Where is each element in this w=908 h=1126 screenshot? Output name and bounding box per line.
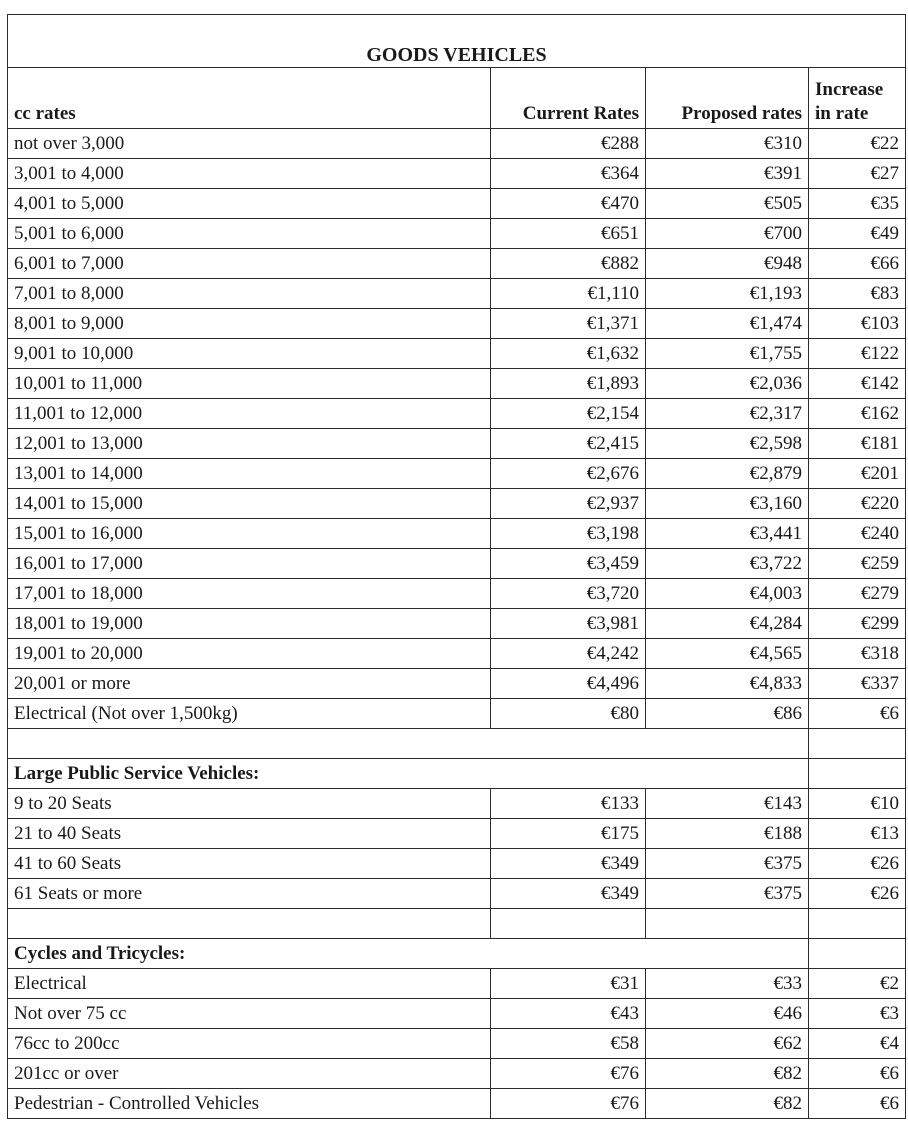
increase-cell: €27 — [809, 159, 906, 189]
increase-cell: €259 — [809, 549, 906, 579]
row-label: 3,001 to 4,000 — [8, 159, 491, 189]
row-label: 14,001 to 15,000 — [8, 489, 491, 519]
header-current-rates: Current Rates — [491, 68, 646, 129]
proposed-rate-cell: €3,160 — [646, 489, 809, 519]
proposed-rate-cell: €2,317 — [646, 399, 809, 429]
increase-cell: €299 — [809, 609, 906, 639]
increase-cell: €103 — [809, 309, 906, 339]
blank-cell — [809, 729, 906, 759]
proposed-rate-cell: €391 — [646, 159, 809, 189]
increase-cell: €35 — [809, 189, 906, 219]
header-proposed-rates: Proposed rates — [646, 68, 809, 129]
proposed-rate-cell: €375 — [646, 879, 809, 909]
row-label: 6,001 to 7,000 — [8, 249, 491, 279]
header-increase-line2: in rate — [815, 103, 869, 124]
increase-cell: €22 — [809, 129, 906, 159]
table-row — [8, 219, 906, 249]
current-rate-cell: €80 — [491, 699, 646, 729]
row-label: 4,001 to 5,000 — [8, 189, 491, 219]
blank-row — [8, 729, 906, 759]
current-rate-cell: €76 — [491, 1059, 646, 1089]
current-rate-cell: €175 — [491, 819, 646, 849]
proposed-rate-cell: €4,833 — [646, 669, 809, 699]
current-rate-cell: €3,459 — [491, 549, 646, 579]
proposed-rate-cell: €188 — [646, 819, 809, 849]
increase-cell: €66 — [809, 249, 906, 279]
table-row — [8, 669, 906, 699]
current-rate-cell: €364 — [491, 159, 646, 189]
table-row — [8, 549, 906, 579]
current-rate-cell: €3,198 — [491, 519, 646, 549]
table-title: GOODS VEHICLES — [8, 15, 906, 68]
current-rate-cell: €43 — [491, 999, 646, 1029]
current-rate-cell: €31 — [491, 969, 646, 999]
increase-cell: €2 — [809, 969, 906, 999]
table-row — [8, 369, 906, 399]
row-label: 9 to 20 Seats — [8, 789, 491, 819]
row-label: 19,001 to 20,000 — [8, 639, 491, 669]
vehicle-rates-table — [7, 14, 906, 1119]
current-rate-cell: €1,893 — [491, 369, 646, 399]
table-title-row — [8, 15, 906, 68]
proposed-rate-cell: €948 — [646, 249, 809, 279]
increase-cell: €6 — [809, 1089, 906, 1119]
table-row — [8, 189, 906, 219]
blank-cell — [8, 909, 491, 939]
blank-cell — [646, 909, 809, 939]
table-row — [8, 249, 906, 279]
row-label: 61 Seats or more — [8, 879, 491, 909]
current-rate-cell: €470 — [491, 189, 646, 219]
table-row — [8, 129, 906, 159]
current-rate-cell: €2,154 — [491, 399, 646, 429]
header-cc-rates: cc rates — [8, 68, 491, 129]
increase-cell: €13 — [809, 819, 906, 849]
header-increase-line1: Increase — [815, 79, 884, 100]
table-row — [8, 1089, 906, 1119]
current-rate-cell: €2,676 — [491, 459, 646, 489]
table-row — [8, 1059, 906, 1089]
table-row — [8, 1029, 906, 1059]
increase-cell: €220 — [809, 489, 906, 519]
current-rate-cell: €4,242 — [491, 639, 646, 669]
row-label: 11,001 to 12,000 — [8, 399, 491, 429]
current-rate-cell: €651 — [491, 219, 646, 249]
increase-cell: €279 — [809, 579, 906, 609]
row-label: 18,001 to 19,000 — [8, 609, 491, 639]
proposed-rate-cell: €310 — [646, 129, 809, 159]
current-rate-cell: €76 — [491, 1089, 646, 1119]
increase-cell: €6 — [809, 699, 906, 729]
table-row — [8, 789, 906, 819]
current-rate-cell: €1,110 — [491, 279, 646, 309]
table-row — [8, 639, 906, 669]
row-label: 9,001 to 10,000 — [8, 339, 491, 369]
current-rate-cell: €2,937 — [491, 489, 646, 519]
blank-cell — [809, 759, 906, 789]
proposed-rate-cell: €46 — [646, 999, 809, 1029]
current-rate-cell: €1,371 — [491, 309, 646, 339]
blank-cell — [809, 939, 906, 969]
rates-table-sheet — [7, 14, 905, 1114]
row-label: 5,001 to 6,000 — [8, 219, 491, 249]
table-row — [8, 309, 906, 339]
proposed-rate-cell: €1,193 — [646, 279, 809, 309]
row-label: Electrical (Not over 1,500kg) — [8, 699, 491, 729]
table-row — [8, 279, 906, 309]
row-label: 76cc to 200cc — [8, 1029, 491, 1059]
proposed-rate-cell: €143 — [646, 789, 809, 819]
blank-cell — [8, 729, 809, 759]
proposed-rate-cell: €3,441 — [646, 519, 809, 549]
current-rate-cell: €1,632 — [491, 339, 646, 369]
increase-cell: €122 — [809, 339, 906, 369]
table-row — [8, 399, 906, 429]
current-rate-cell: €58 — [491, 1029, 646, 1059]
proposed-rate-cell: €4,565 — [646, 639, 809, 669]
increase-cell: €10 — [809, 789, 906, 819]
proposed-rate-cell: €82 — [646, 1089, 809, 1119]
proposed-rate-cell: €62 — [646, 1029, 809, 1059]
row-label: not over 3,000 — [8, 129, 491, 159]
proposed-rate-cell: €1,474 — [646, 309, 809, 339]
proposed-rate-cell: €1,755 — [646, 339, 809, 369]
section-heading-cycles-row — [8, 939, 906, 969]
current-rate-cell: €3,720 — [491, 579, 646, 609]
proposed-rate-cell: €2,879 — [646, 459, 809, 489]
table-row — [8, 519, 906, 549]
increase-cell: €26 — [809, 849, 906, 879]
increase-cell: €318 — [809, 639, 906, 669]
row-label: Not over 75 cc — [8, 999, 491, 1029]
row-label: 10,001 to 11,000 — [8, 369, 491, 399]
proposed-rate-cell: €2,598 — [646, 429, 809, 459]
header-increase-in-rate — [809, 68, 906, 129]
table-row — [8, 489, 906, 519]
current-rate-cell: €3,981 — [491, 609, 646, 639]
table-row — [8, 999, 906, 1029]
row-label: 17,001 to 18,000 — [8, 579, 491, 609]
row-label: 41 to 60 Seats — [8, 849, 491, 879]
proposed-rate-cell: €33 — [646, 969, 809, 999]
proposed-rate-cell: €505 — [646, 189, 809, 219]
increase-cell: €201 — [809, 459, 906, 489]
row-label: 7,001 to 8,000 — [8, 279, 491, 309]
current-rate-cell: €349 — [491, 879, 646, 909]
blank-row — [8, 909, 906, 939]
proposed-rate-cell: €4,003 — [646, 579, 809, 609]
increase-cell: €6 — [809, 1059, 906, 1089]
section-heading-cycles: Cycles and Tricycles: — [8, 939, 809, 969]
current-rate-cell: €882 — [491, 249, 646, 279]
blank-cell — [809, 909, 906, 939]
increase-cell: €3 — [809, 999, 906, 1029]
current-rate-cell: €133 — [491, 789, 646, 819]
row-label: 21 to 40 Seats — [8, 819, 491, 849]
increase-cell: €49 — [809, 219, 906, 249]
increase-cell: €181 — [809, 429, 906, 459]
increase-cell: €4 — [809, 1029, 906, 1059]
proposed-rate-cell: €2,036 — [646, 369, 809, 399]
proposed-rate-cell: €375 — [646, 849, 809, 879]
table-row — [8, 459, 906, 489]
current-rate-cell: €4,496 — [491, 669, 646, 699]
increase-cell: €162 — [809, 399, 906, 429]
blank-cell — [491, 909, 646, 939]
section-heading-psv: Large Public Service Vehicles: — [8, 759, 809, 789]
proposed-rate-cell: €4,284 — [646, 609, 809, 639]
increase-cell: €142 — [809, 369, 906, 399]
table-row — [8, 969, 906, 999]
table-row — [8, 819, 906, 849]
row-label: 12,001 to 13,000 — [8, 429, 491, 459]
row-label: 13,001 to 14,000 — [8, 459, 491, 489]
proposed-rate-cell: €700 — [646, 219, 809, 249]
table-row — [8, 879, 906, 909]
row-label: 20,001 or more — [8, 669, 491, 699]
increase-cell: €26 — [809, 879, 906, 909]
table-row — [8, 339, 906, 369]
proposed-rate-cell: €86 — [646, 699, 809, 729]
table-row — [8, 579, 906, 609]
table-row — [8, 699, 906, 729]
table-row — [8, 429, 906, 459]
current-rate-cell: €2,415 — [491, 429, 646, 459]
increase-cell: €337 — [809, 669, 906, 699]
table-row — [8, 849, 906, 879]
proposed-rate-cell: €82 — [646, 1059, 809, 1089]
row-label: Electrical — [8, 969, 491, 999]
table-row — [8, 609, 906, 639]
current-rate-cell: €349 — [491, 849, 646, 879]
increase-cell: €240 — [809, 519, 906, 549]
row-label: 16,001 to 17,000 — [8, 549, 491, 579]
current-rate-cell: €288 — [491, 129, 646, 159]
row-label: 201cc or over — [8, 1059, 491, 1089]
table-header-row — [8, 68, 906, 129]
row-label: Pedestrian - Controlled Vehicles — [8, 1089, 491, 1119]
row-label: 8,001 to 9,000 — [8, 309, 491, 339]
row-label: 15,001 to 16,000 — [8, 519, 491, 549]
proposed-rate-cell: €3,722 — [646, 549, 809, 579]
section-heading-psv-row — [8, 759, 906, 789]
increase-cell: €83 — [809, 279, 906, 309]
table-row — [8, 159, 906, 189]
